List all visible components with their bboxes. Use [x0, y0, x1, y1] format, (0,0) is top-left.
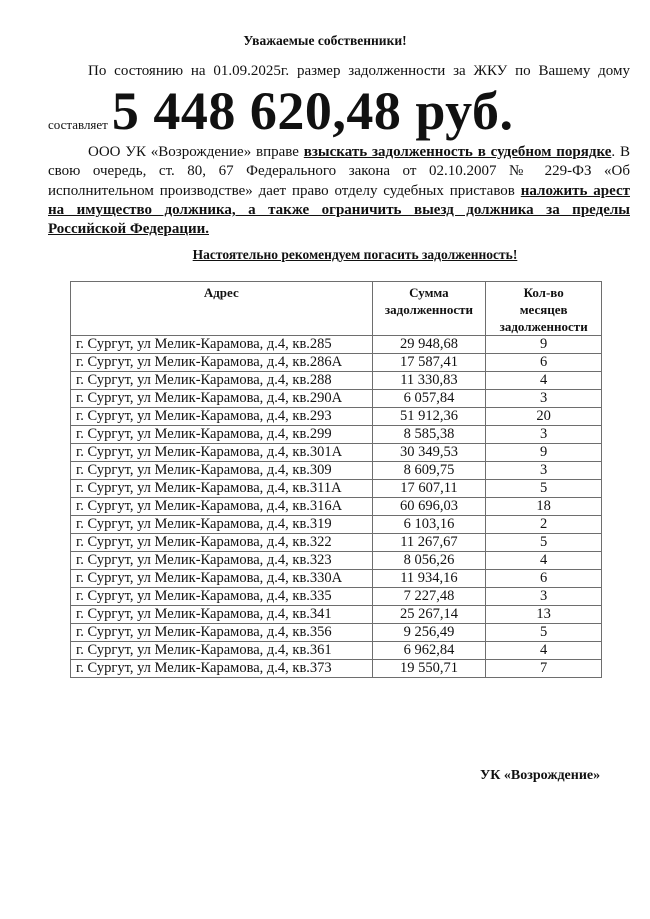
legal-notice-paragraph: [48, 143, 630, 239]
months-cell: 5: [486, 534, 602, 552]
table-row: [71, 516, 602, 534]
months-cell: 5: [486, 480, 602, 498]
legal-notice-part1: ООО УК «Возрождение» вправе: [88, 144, 304, 160]
debt-sum-cell: 11 267,67: [372, 534, 486, 552]
debtors-table: [70, 281, 602, 678]
months-cell: 5: [486, 624, 602, 642]
debt-sum-cell: 7 227,48: [372, 588, 486, 606]
months-cell: 6: [486, 570, 602, 588]
debt-sum-cell: 60 696,03: [372, 498, 486, 516]
table-row: [71, 642, 602, 660]
months-cell: 18: [486, 498, 602, 516]
address-cell: г. Сургут, ул Мелик-Карамова, д.4, кв.285: [71, 336, 373, 354]
legal-notice-emphasis-arrest: наложить арест на имущество должника, а также ограничить выезд должника за пределы Российской Федерации.: [48, 182, 630, 238]
address-cell: г. Сургут, ул Мелик-Карамова, д.4, кв.319: [71, 516, 373, 534]
address-cell: г. Сургут, ул Мелик-Карамова, д.4, кв.286А: [71, 354, 373, 372]
debt-sum-cell: 17 587,41: [372, 354, 486, 372]
recommendation-text: Настоятельно рекомендуем погасить задолженность!: [192, 247, 518, 262]
address-cell: г. Сургут, ул Мелик-Карамова, д.4, кв.293: [71, 408, 373, 426]
address-cell: г. Сургут, ул Мелик-Карамова, д.4, кв.316А: [71, 498, 373, 516]
table-header-row: [71, 282, 602, 336]
months-cell: 9: [486, 444, 602, 462]
debt-sum-cell: 9 256,49: [372, 624, 486, 642]
table-row: [71, 408, 602, 426]
months-cell: 7: [486, 660, 602, 678]
months-cell: 9: [486, 336, 602, 354]
months-cell: 4: [486, 642, 602, 660]
address-cell: г. Сургут, ул Мелик-Карамова, д.4, кв.323: [71, 552, 373, 570]
months-cell: 3: [486, 462, 602, 480]
debt-sum-cell: 6 103,16: [372, 516, 486, 534]
address-cell: г. Сургут, ул Мелик-Карамова, д.4, кв.301А: [71, 444, 373, 462]
page-heading: Уважаемые собственники!: [243, 33, 407, 48]
debt-sum-cell: 25 267,14: [372, 606, 486, 624]
months-cell: 6: [486, 354, 602, 372]
months-cell: 13: [486, 606, 602, 624]
debt-sum-cell: 11 330,83: [372, 372, 486, 390]
months-cell: 3: [486, 588, 602, 606]
table-row: [71, 570, 602, 588]
debt-total-line: [48, 80, 513, 142]
legal-notice-emphasis-court: взыскать задолженность в судебном порядке: [303, 144, 612, 160]
address-cell: г. Сургут, ул Мелик-Карамова, д.4, кв.311А: [71, 480, 373, 498]
debt-sum-cell: 8 585,38: [372, 426, 486, 444]
debt-sum-cell: 30 349,53: [372, 444, 486, 462]
address-cell: г. Сургут, ул Мелик-Карамова, д.4, кв.335: [71, 588, 373, 606]
debt-sum-cell: 29 948,68: [372, 336, 486, 354]
months-cell: 3: [486, 390, 602, 408]
debt-total-amount: 5 448 620,48 руб.: [111, 81, 514, 141]
table-row: [71, 606, 602, 624]
table-row: [71, 480, 602, 498]
address-cell: г. Сургут, ул Мелик-Карамова, д.4, кв.361: [71, 642, 373, 660]
table-row: [71, 354, 602, 372]
column-header-address: Адрес: [71, 282, 373, 336]
table-row: [71, 372, 602, 390]
debt-sum-cell: 51 912,36: [372, 408, 486, 426]
table-row: [71, 660, 602, 678]
debt-sum-cell: 8 609,75: [372, 462, 486, 480]
months-cell: 20: [486, 408, 602, 426]
months-cell: 2: [486, 516, 602, 534]
debt-sum-cell: 8 056,26: [372, 552, 486, 570]
address-cell: г. Сургут, ул Мелик-Карамова, д.4, кв.288: [71, 372, 373, 390]
table-row: [71, 624, 602, 642]
address-cell: г. Сургут, ул Мелик-Карамова, д.4, кв.341: [71, 606, 373, 624]
debt-sum-cell: 19 550,71: [372, 660, 486, 678]
table-row: [71, 462, 602, 480]
column-header-months: Кол-во месяцев задолженности: [486, 282, 602, 336]
months-cell: 3: [486, 426, 602, 444]
address-cell: г. Сургут, ул Мелик-Карамова, д.4, кв.299: [71, 426, 373, 444]
address-cell: г. Сургут, ул Мелик-Карамова, д.4, кв.330А: [71, 570, 373, 588]
debtors-table-body: [71, 336, 602, 678]
months-cell: 4: [486, 372, 602, 390]
table-row: [71, 426, 602, 444]
debt-sum-cell: 11 934,16: [372, 570, 486, 588]
address-cell: г. Сургут, ул Мелик-Карамова, д.4, кв.356: [71, 624, 373, 642]
intro-text: По состоянию на 01.09.2025г. размер задолженности за ЖКУ по Вашему дому: [88, 63, 630, 79]
table-row: [71, 498, 602, 516]
column-header-sum: Сумма задолженности: [372, 282, 486, 336]
table-row: [71, 552, 602, 570]
table-row: [71, 444, 602, 462]
table-row: [71, 588, 602, 606]
address-cell: г. Сургут, ул Мелик-Карамова, д.4, кв.309: [71, 462, 373, 480]
amount-prefix: составляет: [48, 117, 108, 132]
address-cell: г. Сургут, ул Мелик-Карамова, д.4, кв.290А: [71, 390, 373, 408]
debt-sum-cell: 6 057,84: [372, 390, 486, 408]
months-cell: 4: [486, 552, 602, 570]
table-row: [71, 390, 602, 408]
legal-notice-part2: . В свою очередь, ст. 80, 67 Федерального закона от 02.10.2007 № 229-ФЗ «Об исполнительном производстве» дает право отделу судебных приставов: [48, 144, 630, 199]
address-cell: г. Сургут, ул Мелик-Карамова, д.4, кв.373: [71, 660, 373, 678]
signature: УК «Возрождение»: [480, 768, 601, 783]
address-cell: г. Сургут, ул Мелик-Карамова, д.4, кв.322: [71, 534, 373, 552]
table-row: [71, 534, 602, 552]
debt-sum-cell: 6 962,84: [372, 642, 486, 660]
debt-sum-cell: 17 607,11: [372, 480, 486, 498]
table-row: [71, 336, 602, 354]
